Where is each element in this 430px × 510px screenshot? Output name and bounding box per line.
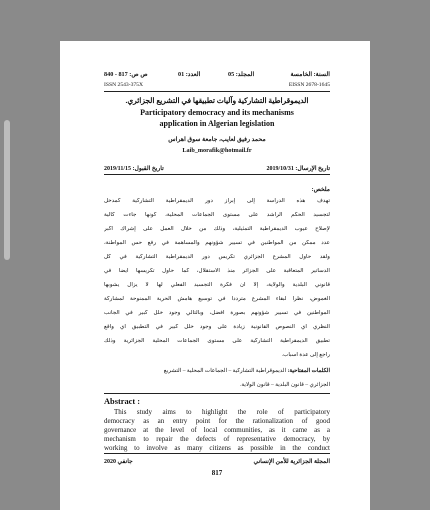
abstract-ar-line: راجع إلى عدة أسباب. <box>281 352 330 358</box>
article-title-en-line1: Participatory democracy and its mechanisms <box>140 108 294 117</box>
keywords-rule <box>104 393 330 394</box>
keywords-line2: الجزائري – قانون البلدية – قانون الولاية. <box>240 382 330 388</box>
footer-rule <box>104 453 330 454</box>
abstract-en-line: governance at the level of local communities, as it came as a <box>104 426 330 434</box>
author-name-ar: محمد رفيق لعايب، جامعة سوق اهراس <box>168 136 266 143</box>
keywords-row <box>104 368 330 374</box>
abstract-en-line: democracy as an entry point for the rationalization of good <box>104 417 330 425</box>
dates-rule <box>104 174 330 175</box>
abstract-ar-line: النظري أي النصوص القانونية زيادة على وجود خلل كبير في التطبيق أي واقع <box>104 324 330 330</box>
abstract-ar-heading: ملخص: <box>311 187 330 193</box>
abstract-ar-line: لإصلاح عيوب الديمقراطية التمثيلية، وذلك من خلال العمل على إشراك أكبر <box>104 226 330 232</box>
footer-date: جانفي 2020 <box>104 459 133 465</box>
keywords-line1: الديموقراطية التشاركية – الجماعات المحلية – التشريع <box>163 368 287 374</box>
abstract-en-line: mechanism to repair the defects of representative democracy, by <box>104 435 330 443</box>
abstract-ar-line: الغموض، نظرا لبقاء المشرع مترددا في توسيع هامش الحرية الممنوحة لمشاركة <box>104 296 330 302</box>
header-year: السنة: الخامسة <box>290 71 330 78</box>
article-title-ar: الديموقراطية التشاركية وآليات تطبيقها في التشريع الجزائري. <box>125 96 309 105</box>
header-issn-online: EISSN 2678-1645 <box>288 82 330 88</box>
abstract-en-line: working to involve as many citizens as possible in the conduct <box>104 444 330 452</box>
abstract-en-line: This study aims to highlight the role of participatory <box>114 408 330 416</box>
header-issn-print: ISSN 2543-375X <box>104 82 144 88</box>
abstract-ar-line: لتجسيد الحكم الراشد على مستوى الجماعات المحلية، كونها جاءت كآلية <box>104 212 330 218</box>
document-page <box>60 41 370 510</box>
header-rule <box>104 91 330 92</box>
abstract-ar-line: عدد ممكن من المواطنين في تسيير شؤونهم والمساهمة في رفع حس المواطنة، <box>104 240 330 246</box>
page-number: 817 <box>211 469 223 477</box>
date-sent: تاريخ الإرسال: 2019/10/31 <box>266 166 330 172</box>
abstract-en-heading: Abstract : <box>104 397 141 406</box>
header-pages: ص ص: 817 - 840 <box>104 71 148 78</box>
header-issue: العدد: 01 <box>178 71 201 78</box>
abstract-ar-line: المواطنين في تسيير شؤونهم بصورة أفضل، وبالتالي وجود خلل كبير في الجانب <box>104 310 330 316</box>
date-accepted: تاريخ القبول: 2019/11/15 <box>104 166 164 172</box>
author-email: Laib_morafik@hotmail.fr <box>182 147 252 154</box>
keywords-label: الكلمات المفتاحية: <box>287 368 330 374</box>
abstract-ar-line: قانوني البلدية والولاية، إلا أن فكرة التجسيد الفعلي لها لا يزال يشوبها <box>104 282 330 288</box>
abstract-ar-line: تطبيق الديمقراطية التشاركية على مستوى الجماعات المحلية الجزائرية وذلك <box>104 338 330 344</box>
footer-journal: المجلة الجزائرية للأمن الإنساني <box>253 459 330 465</box>
viewer-scrollbar[interactable] <box>4 120 10 260</box>
abstract-ar-line: الدساتير المتعاقبة على الجزائر منذ الاستقلال، كما حاول تكريسها أيضا في <box>104 268 330 274</box>
abstract-ar-line: ولقد حاول المشرع الجزائري تكريس دور الديمقراطية التشاركية في كل <box>104 254 330 260</box>
article-title-en-line2: application in Algerian legislation <box>159 119 275 128</box>
abstract-ar-line: تهدف هذه الدراسة إلى إبراز دور الديمقراطية التشاركية كمدخل <box>104 198 330 204</box>
header-volume: المجلد: 05 <box>228 71 255 78</box>
